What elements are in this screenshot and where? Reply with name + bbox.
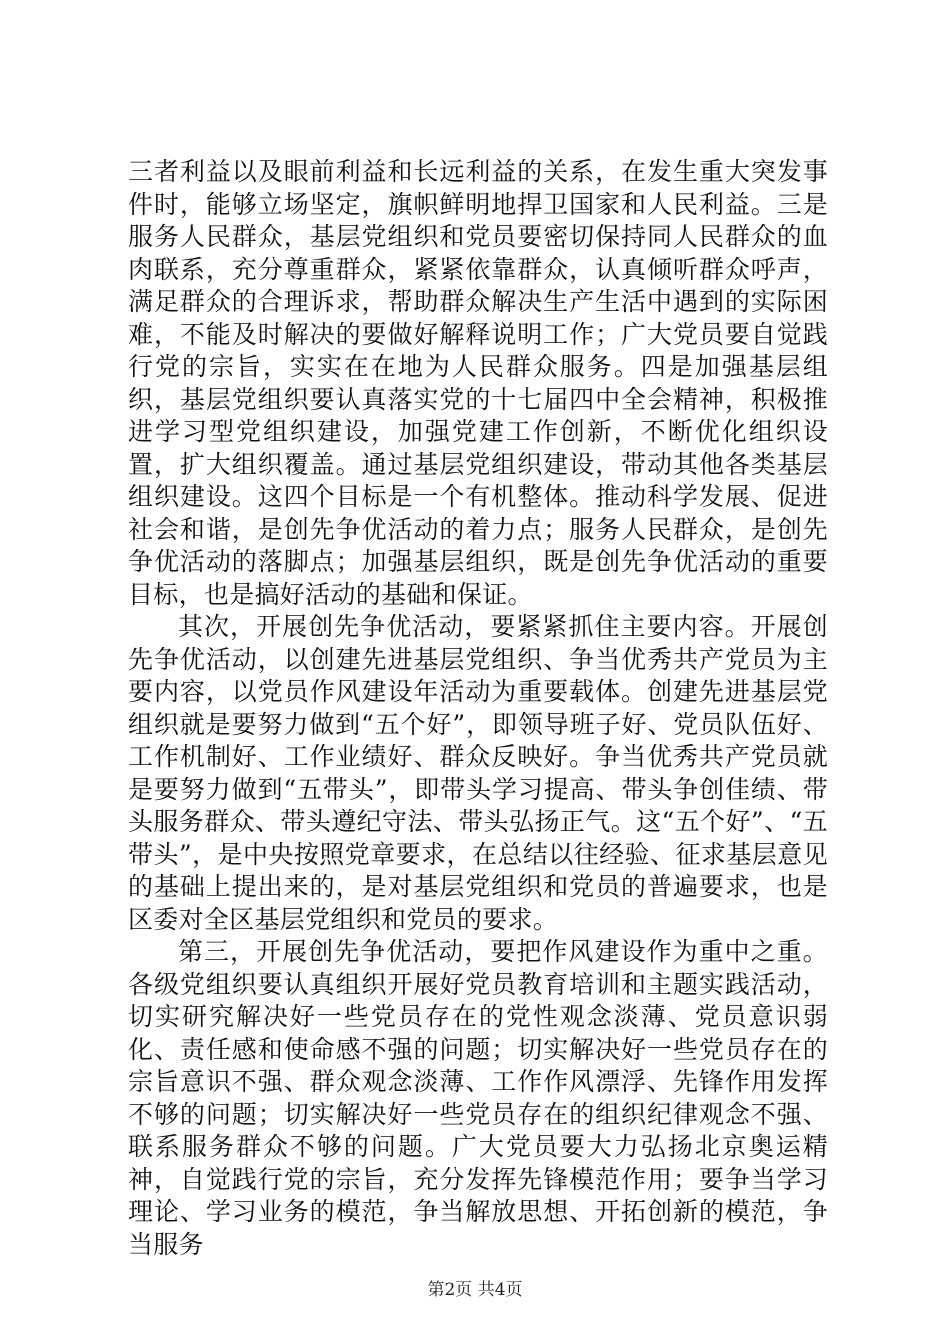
paragraph-1: 三者利益以及眼前利益和长远利益的关系，在发生重大突发事件时，能够立场坚定，旗帜鲜明地捍卫国家和人民利益。三是服务人民群众，基层党组织和党员要密切保持同人民群众的血肉联系，充分尊重群众，紧紧依靠群众，认真倾听群众呼声，满足群众的合理诉求，帮助群众解决生产生活中遇到的实际困难，不能及时解决的要做好解释说明工作；广大党员要自觉践行党的宗旨，实实在在地为人民群众服务。四是加强基层组织，基层党组织要认真落实党的十七届四中全会精神，积极推进学习型党组织建设，加强党建工作创新，不断优化组织设置，扩大组织覆盖。通过基层党组织建设，带动其他各类基层组织建设。这四个目标是一个有机整体。推动科学发展、促进社会和谐，是创先争优活动的着力点；服务人民群众，是创先争优活动的落脚点；加强基层组织，既是创先争优活动的重要目标，也是搞好活动的基础和保证。 — [128, 157, 828, 609]
paragraph-3: 第三，开展创先争优活动，要把作风建设作为重中之重。各级党组织要认真组织开展好党员教育培训和主题实践活动，切实研究解决好一些党员存在的党性观念淡薄、党员意识弱化、责任感和使命感不强的问题；切实解决好一些党员存在的宗旨意识不强、群众观念淡薄、工作作风漂浮、先锋作用发挥不够的问题；切实解决好一些党员存在的组织纪律观念不强、联系服务群众不够的问题。广大党员要大力弘扬北京奥运精神，自觉践行党的宗旨，充分发挥先锋模范作用；要争当学习理论、学习业务的模范，争当解放思想、开拓创新的模范，争当服务 — [128, 937, 828, 1259]
document-body — [128, 156, 828, 1261]
paragraph-2: 其次，开展创先争优活动，要紧紧抓住主要内容。开展创先争优活动，以创建先进基层党组织、争当优秀共产党员为主要内容，以党员作风建设年活动为重要载体。创建先进基层党组织就是要努力做到“五个好”，即领导班子好、党员队伍好、工作机制好、工作业绩好、群众反映好。争当优秀共产党员就是要努力做到“五带头”，即带头学习提高、带头争创佳绩、带头服务群众、带头遵纪守法、带头弘扬正气。这“五个好”、“五带头”，是中央按照党章要求，在总结以往经验、征求基层意见的基础上提出来的，是对基层党组织和党员的普遍要求，也是区委对全区基层党组织和党员的要求。 — [128, 612, 828, 934]
page-number-label: 第2页 共4页 — [427, 1280, 523, 1300]
page-footer — [0, 1275, 950, 1300]
